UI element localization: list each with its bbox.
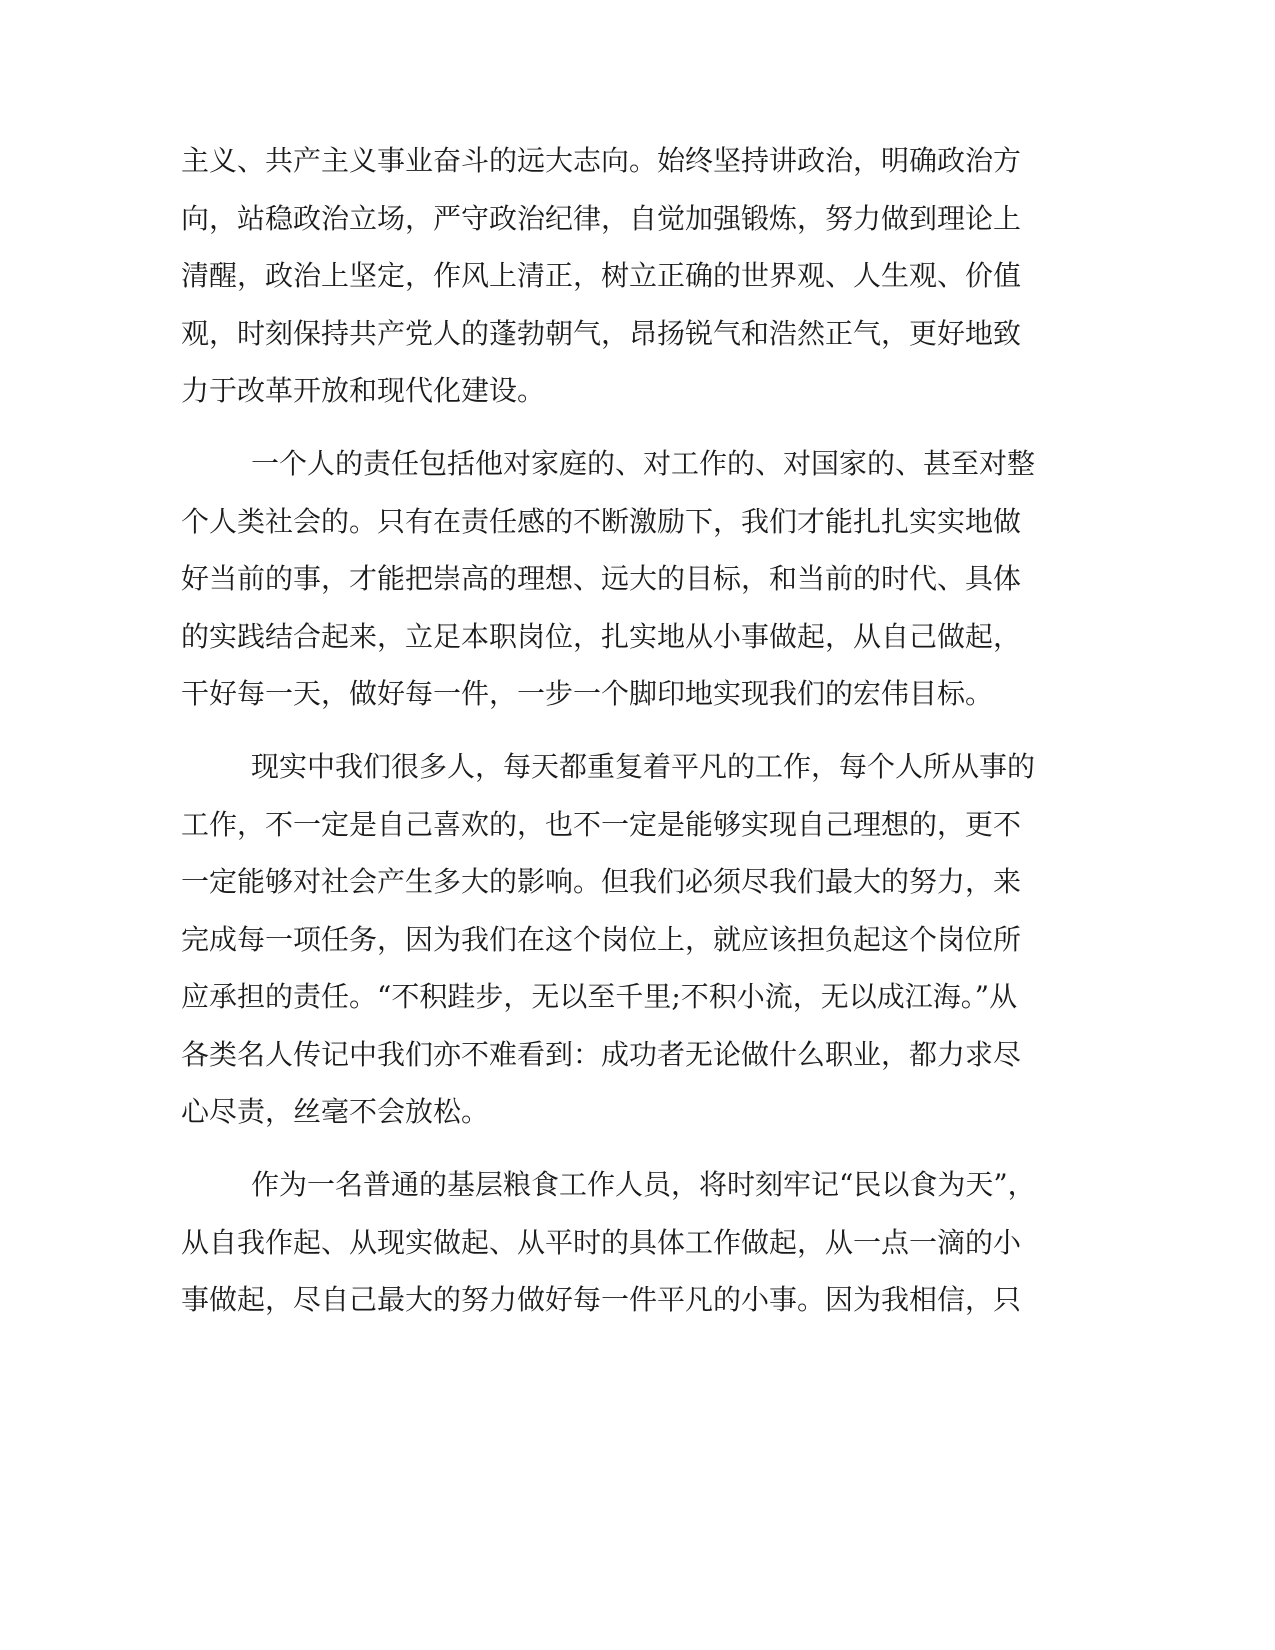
text-line: 心尽责，丝毫不会放松。 (181, 1095, 490, 1128)
text-line: 个人类社会的。只有在责任感的不断激励下，我们才能扎扎实实地做 (181, 504, 1022, 538)
text-line: 完成每一项任务，因为我们在这个岗位上，就应该担负起这个岗位所 (181, 922, 1022, 956)
text-line: 事做起，尽自己最大的努力做好每一件平凡的小事。因为我相信，只 (181, 1283, 1022, 1316)
text-line: 的实践结合起来，立足本职岗位，扎实地从小事做起，从自己做起， (181, 619, 1022, 653)
text-line: 从自我作起、从现实做起、从平时的具体工作做起，从一点一滴的小 (181, 1225, 1022, 1259)
text-line: 一定能够对社会产生多大的影响。但我们必须尽我们最大的努力，来 (181, 865, 1022, 898)
text-line: 清醒，政治上坚定，作风上清正，树立正确的世界观、人生观、价值 (181, 259, 1022, 292)
text-line: 干好每一天，做好每一件，一步一个脚印地实现我们的宏伟目标。 (181, 677, 994, 710)
text-line: 主义、共产主义事业奋斗的远大志向。始终坚持讲政治，明确政治方 (181, 144, 1022, 177)
text-line: 作为一名普通的基层粮食工作人员，将时刻牢记“民以食为天”， (251, 1168, 1036, 1201)
text-line: 工作，不一定是自己喜欢的，也不一定是能够实现自己理想的，更不 (181, 807, 1022, 841)
text-line: 应承担的责任。“不积跬步，无以至千里;不积小流，无以成江海。”从 (181, 980, 1018, 1013)
text-line: 好当前的事，才能把崇高的理想、远大的目标，和当前的时代、具体 (181, 562, 1022, 595)
text-line: 一个人的责任包括他对家庭的、对工作的、对国家的、甚至对整 (251, 447, 1036, 480)
text-line: 观，时刻保持共产党人的蓬勃朝气，昂扬锐气和浩然正气，更好地致 (181, 316, 1022, 350)
text-line: 现实中我们很多人，每天都重复着平凡的工作，每个人所从事的 (251, 750, 1036, 783)
text-line: 力于改革开放和现代化建设。 (181, 374, 546, 407)
text-line: 向，站稳政治立场，严守政治纪律，自觉加强锻炼，努力做到理论上 (181, 201, 1022, 235)
text-line: 各类名人传记中我们亦不难看到：成功者无论做什么职业，都力求尽 (181, 1037, 1022, 1071)
